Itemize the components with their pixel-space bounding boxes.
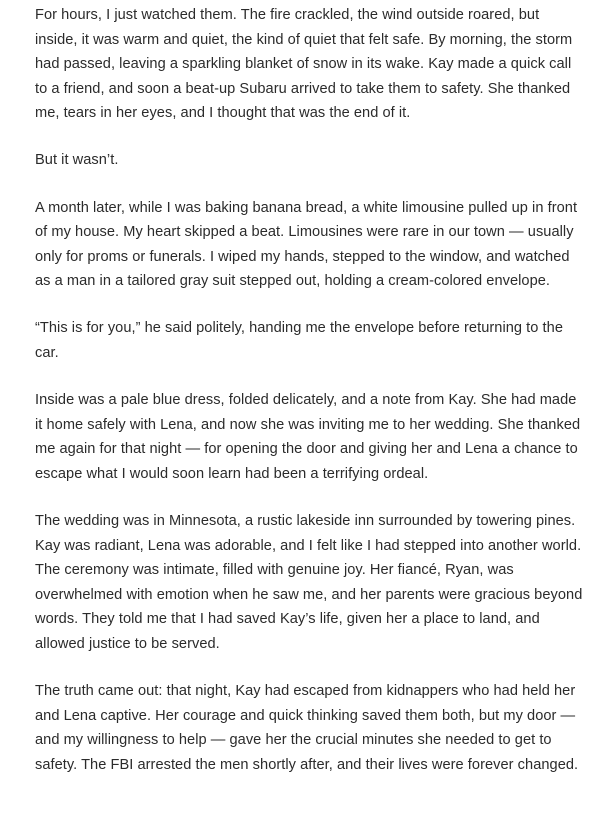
paragraph-limousine: A month later, while I was baking banana bread, a white limousine pulled up in front of my house. My heart skipped a beat. Limousines were rare in our town — usually only for proms or funerals. I wiped my hands, stepped to the window, and watched as a man in a tailored gray suit stepped out, holding a cream-colored envelope. [35,199,578,290]
paragraph-blue-dress: Inside was a pale blue dress, folded delicately, and a note from Kay. She had made it home safely with Lena, and now she was inviting me to her wedding. She thanked me again for that night — for opening the door and giving her and Lena a chance to escape what I would soon learn had been a terrifying ordeal. [35,392,581,482]
paragraph-truth: The truth came out: that night, Kay had escaped from kidnappers who had held her and Lena captive. Her courage and quick thinking saved them both, but my door — and my willingness to help — gave her the crucial minutes she needed to get to safety. The FBI arrested the men shortly after, and their lives were forever changed. [35,683,579,773]
article-body [35,3,583,777]
paragraph-envelope-quote: “This is for you,” he said politely, handing me the envelope before returning to the car. [35,320,563,362]
paragraph-fire-night: For hours, I just watched them. The fire crackled, the wind outside roared, but inside, it was warm and quiet, the kind of quiet that felt safe. By morning, the storm had passed, leaving a sparkling blanket of snow in its wake. Kay made a quick call to a friend, and soon a beat-up Subaru arrived to take them to safety. She thanked me, tears in her eyes, and I thought that was the end of it. [35,7,573,122]
paragraph-wedding: The wedding was in Minnesota, a rustic lakeside inn surrounded by towering pines. Kay was radiant, Lena was adorable, and I felt like I had stepped into another world. The ceremony was intimate, filled with genuine joy. Her fiancé, Ryan, was overwhelmed with emotion when he saw me, and her parents were gracious beyond words. They told me that I had saved Kay’s life, given her a place to land, and allowed justice to be served. [35,513,583,652]
paragraph-but-it-wasnt: But it wasn’t. [35,152,119,169]
